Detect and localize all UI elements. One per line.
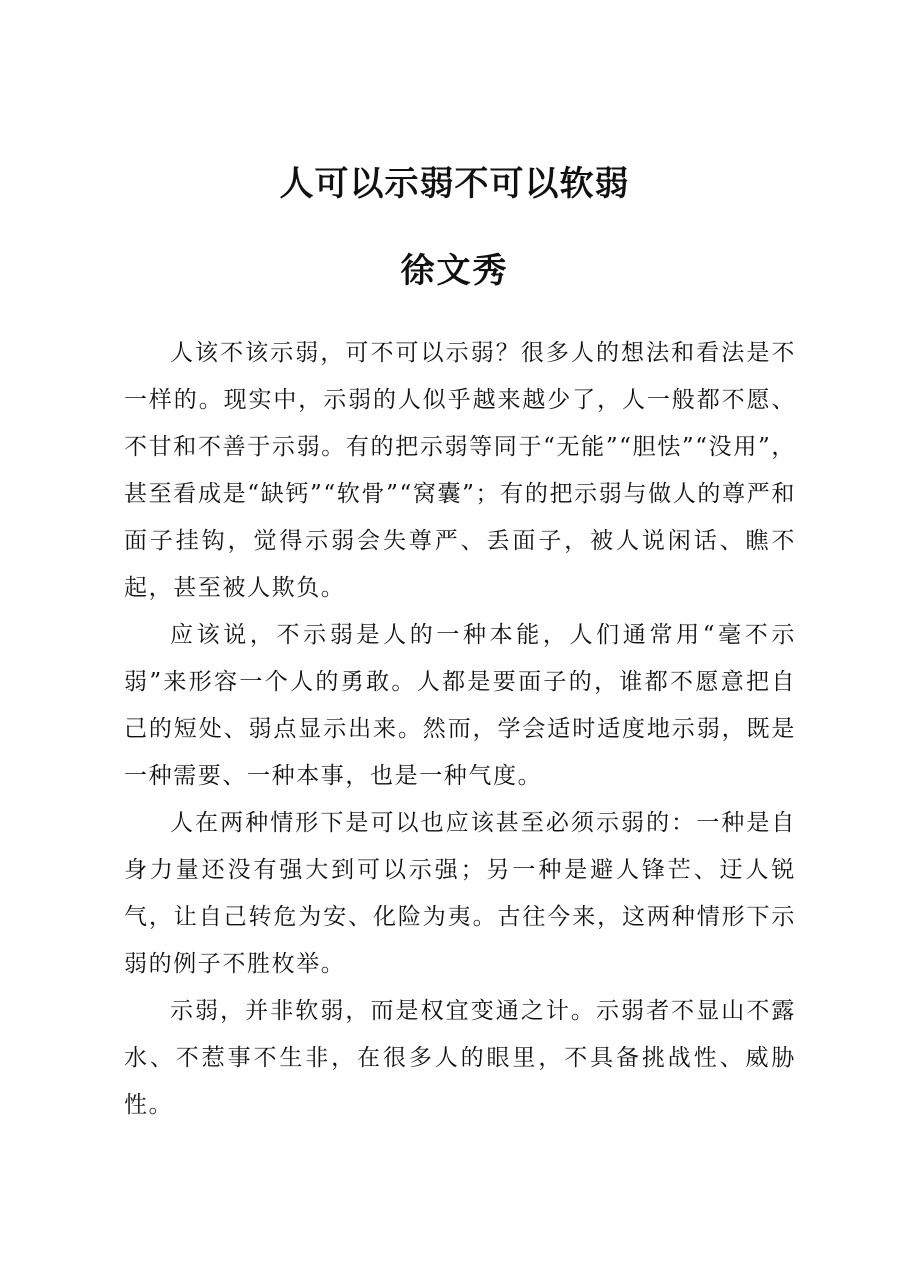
document-author: 徐文秀 xyxy=(400,251,509,291)
document-title: 人可以示弱不可以软弱 xyxy=(279,164,630,204)
paragraph: 人该不该示弱，可不可以示弱？很多人的想法和看法是不一样的。现实中，示弱的人似乎越来越少了，人一般都不愿、不甘和不善于示弱。有的把示弱等同于“无能”“胆怯”“没用”，甚至看成是“缺钙”“软骨”“窝囊”；有的把示弱与做人的尊严和面子挂钩，觉得示弱会失尊严、丢面子，被人说闲话、瞧不起，甚至被人欺负。 xyxy=(124,340,796,601)
document-body xyxy=(124,330,796,1129)
paragraph: 示弱，并非软弱，而是权宜变通之计。示弱者不显山不露水、不惹事不生非，在很多人的眼里，不具备挑战性、威胁性。 xyxy=(124,998,796,1118)
paragraph: 应该说，不示弱是人的一种本能，人们通常用“毫不示弱”来形容一个人的勇敢。人都是要面子的，谁都不愿意把自己的短处、弱点显示出来。然而，学会适时适度地示弱，既是一种需要、一种本事，也是一种气度。 xyxy=(124,622,796,789)
paragraph: 人在两种情形下是可以也应该甚至必须示弱的：一种是自身力量还没有强大到可以示强；另一种是避人锋芒、迂人锐气，让自己转危为安、化险为夷。古往今来，这两种情形下示弱的例子不胜枚举。 xyxy=(124,810,796,977)
